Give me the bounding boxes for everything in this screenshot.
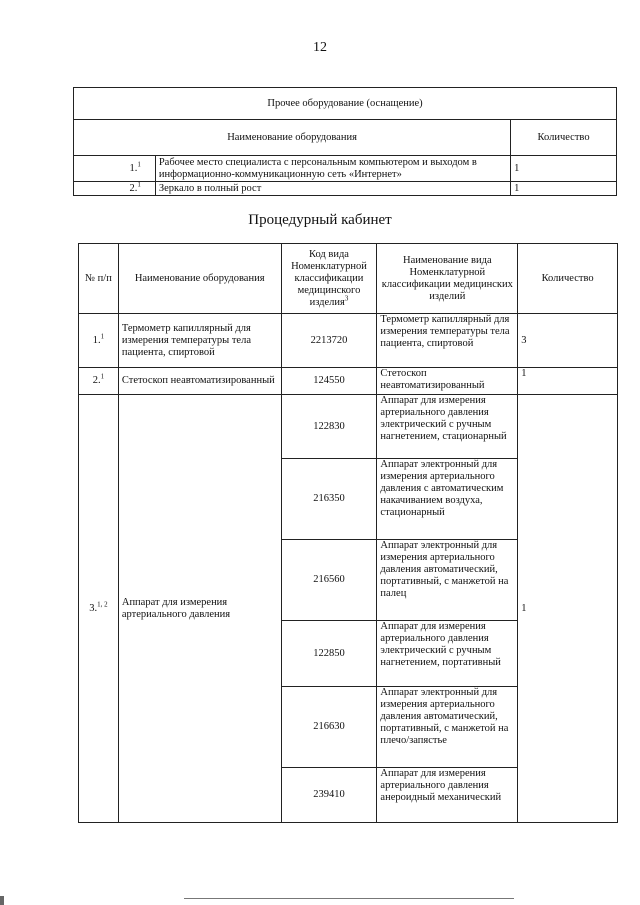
table-row	[79, 368, 618, 395]
row-number: 3.$^{1, 2}$	[79, 395, 119, 823]
row-name: Стетоскоп неавтоматизированный	[118, 368, 281, 395]
row-kind: Аппарат для измерения артериального давления анероидный механический	[377, 768, 518, 823]
procedure-equipment-table	[78, 243, 618, 823]
col-header-qty: Количество	[511, 120, 617, 156]
row-code: 124550	[281, 368, 377, 395]
row-name: Термометр капиллярный для измерения температуры тела пациента, спиртовой	[118, 314, 281, 368]
other-equipment-title: Прочее оборудование (оснащение)	[74, 88, 617, 120]
row-number: 1.$^1$	[79, 314, 119, 368]
row-qty: 3	[518, 314, 618, 368]
row-kind: Стетоскоп неавтоматизированный	[377, 368, 518, 395]
other-equipment-table	[73, 87, 617, 196]
table-header-row	[79, 244, 618, 314]
row-name: Зеркало в полный рост	[155, 182, 510, 196]
row-qty: 1	[511, 182, 617, 196]
scan-edge-mark	[0, 896, 4, 905]
col-header-num: № п/п	[79, 244, 119, 314]
row-number: 2.$^1$	[74, 182, 156, 196]
row-code: 216560	[281, 540, 377, 621]
row-kind: Аппарат для измерения артериального давления электрический с ручным нагнетением, портативный	[377, 621, 518, 687]
row-number: 2.$^1$	[79, 368, 119, 395]
row-qty: 1	[518, 368, 618, 395]
row-kind: Аппарат электронный для измерения артериального давления автоматический, портативный, с манжетой на палец	[377, 540, 518, 621]
row-code: 216350	[281, 459, 377, 540]
row-kind: Аппарат электронный для измерения артериального давления с автоматическим накачиванием воздуха, стационарный	[377, 459, 518, 540]
row-code: 216630	[281, 687, 377, 768]
row-kind: Аппарат электронный для измерения артериального давления автоматический, портативный, с манжетой на плечо/запястье	[377, 687, 518, 768]
scan-edge-line	[184, 898, 514, 899]
row-code: 239410	[281, 768, 377, 823]
row-name: Рабочее место специалиста с персональным компьютером и выходом в информационно-коммуникационную сеть «Интернет»	[155, 156, 510, 182]
row-code: 122850	[281, 621, 377, 687]
section-title: Процедурный кабинет	[248, 212, 392, 228]
row-kind: Термометр капиллярный для измерения температуры тела пациента, спиртовой	[377, 314, 518, 368]
table-row	[79, 395, 618, 459]
row-name: Аппарат для измерения артериального давления	[118, 395, 281, 823]
table-row	[74, 156, 617, 182]
row-kind: Аппарат для измерения артериального давления электрический с ручным нагнетением, стационарный	[377, 395, 518, 459]
table-row	[79, 314, 618, 368]
page-number: 12	[313, 40, 327, 55]
row-qty: 1	[518, 395, 618, 823]
row-number: 1.$^1$	[74, 156, 156, 182]
table-row	[74, 182, 617, 196]
row-qty: 1	[511, 156, 617, 182]
col-header-name: Наименование оборудования	[118, 244, 281, 314]
row-code: 122830	[281, 395, 377, 459]
col-header-kind: Наименование вида Номенклатурной классификации медицинских изделий	[377, 244, 518, 314]
row-code: 2213720	[281, 314, 377, 368]
col-header-code: Код вида Номенклатурной классификации медицинского изделия$^3$	[281, 244, 377, 314]
col-header-name: Наименование оборудования	[74, 120, 511, 156]
col-header-qty: Количество	[518, 244, 618, 314]
